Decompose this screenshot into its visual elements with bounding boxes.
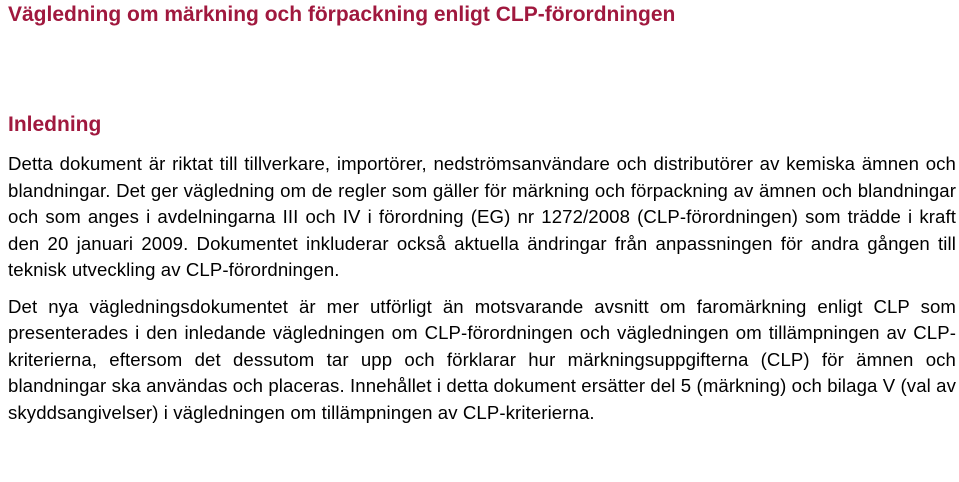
- section-heading-inledning: Inledning: [8, 113, 102, 136]
- paragraph-intro: Detta dokument är riktat till tillverkare, importörer, nedströmsanvändare och distributörer av kemiska ämnen och blandningar. Det ger vägledning om de regler som gäller för märkning och förpackning av ämnen och blandningar och som anges i avdelningarna III och IV i förordning (EG) nr 1272/2008 (CLP-förordningen) som trädde i kraft den 20 januari 2009. Dokumentet inkluderar också aktuella ändringar från anpassningen för andra gången till teknisk utveckling av CLP-förordningen.: [8, 153, 956, 280]
- document-title: Vägledning om märkning och förpackning enligt CLP-förordningen: [8, 3, 676, 26]
- paragraph-new-guidance: Det nya vägledningsdokumentet är mer utförligt än motsvarande avsnitt om faromärkning enligt CLP som presenterades i den inledande vägledningen om CLP-förordningen och vägledningen om tillämpningen av CLP-kriterierna, eftersom det dessutom tar upp och förklarar hur märkningsuppgifterna (CLP) för ämnen och blandningar ska användas och placeras. Innehållet i detta dokument ersätter del 5 (märkning) och bilaga V (val av skyddsangivelser) i vägledningen om tillämpningen av CLP-kriterierna.: [8, 295, 956, 423]
- document-body: [8, 151, 956, 436]
